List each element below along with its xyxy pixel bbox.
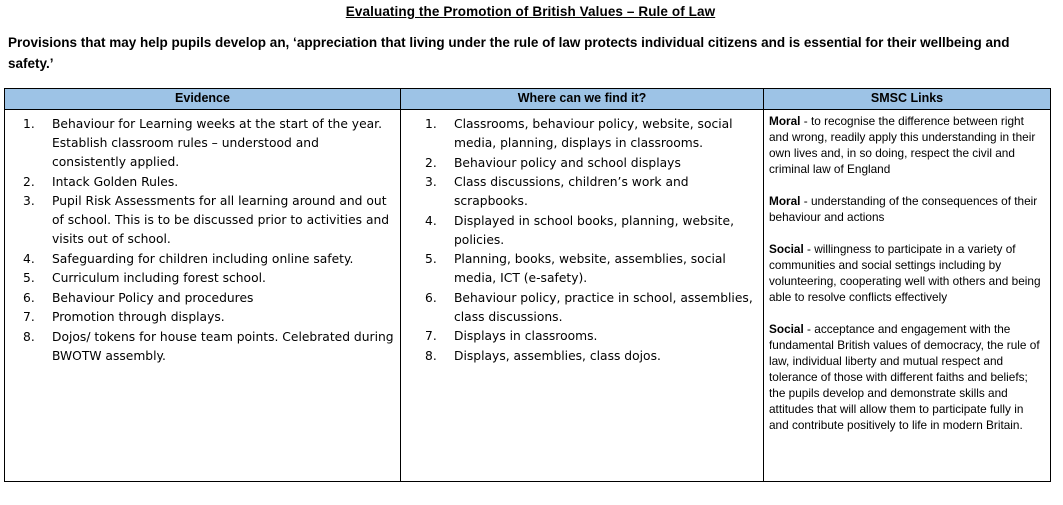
smsc-lead: Moral	[769, 114, 801, 128]
smsc-paragraph	[769, 241, 1044, 305]
smsc-paragraph	[769, 193, 1044, 225]
smsc-links-cell	[764, 110, 1051, 482]
list-item: Behaviour Policy and procedures	[52, 290, 254, 305]
list-item: Classrooms, behaviour policy, website, social media, planning, displays in classrooms.	[454, 117, 733, 150]
list-item: Pupil Risk Assessments for all learning around and out of school. This is to be discussed prior to activities and visits out of school.	[52, 194, 390, 246]
smsc-lead: Social	[769, 242, 804, 256]
table-header-row	[5, 89, 1051, 110]
list-item: Displays, assemblies, class dojos.	[454, 348, 661, 363]
smsc-paragraph	[769, 321, 1044, 433]
evidence-list	[5, 110, 400, 366]
where-find-cell	[401, 110, 764, 482]
list-item: Intack Golden Rules.	[52, 174, 179, 189]
list-item: Dojos/ tokens for house team points. Celebrated during BWOTW assembly.	[52, 329, 394, 363]
list-item: Class discussions, children’s work and scrapbooks.	[454, 175, 689, 208]
list-item: Displays in classrooms.	[454, 329, 598, 343]
list-item: Safeguarding for children including online safety.	[52, 251, 354, 266]
intro-paragraph: Provisions that may help pupils develop an, ‘appreciation that living under the rule of law protects individual citizens and is essential for their wellbeing and safety.’	[8, 35, 1010, 71]
smsc-text: - understanding of the consequences of their behaviour and actions	[769, 194, 1038, 224]
smsc-paragraph	[769, 113, 1044, 177]
list-item: Displayed in school books, planning, website, policies.	[454, 213, 734, 247]
page-title: Evaluating the Promotion of British Values – Rule of Law	[345, 4, 716, 19]
header-smsc-links: SMSC Links	[764, 89, 1051, 110]
smsc-lead: Moral	[769, 194, 801, 208]
list-item: Behaviour policy and school displays	[454, 155, 681, 170]
evidence-cell	[5, 110, 401, 482]
list-item: Curriculum including forest school.	[52, 271, 266, 285]
list-item: Behaviour policy, practice in school, assemblies, class discussions.	[454, 290, 753, 324]
list-item: Behaviour for Learning weeks at the start of the year. Establish classroom rules – understood and consistently applied.	[52, 117, 383, 169]
smsc-text: - to recognise the difference between right and wrong, readily apply this understanding in their own lives and, in so doing, respect the civil and criminal law of England	[769, 114, 1036, 176]
header-evidence: Evidence	[5, 89, 401, 110]
evidence-table	[4, 88, 1051, 482]
where-find-list	[401, 110, 763, 366]
smsc-text: - acceptance and engagement with the fundamental British values of democracy, the rule of law, individual liberty and mutual respect and tolerance of those with different faiths and beliefs; the pupils develop and demonstrate skills and attitudes that will allow them to participate fully in and contribute positively to life in modern Britain.	[769, 322, 1040, 432]
table-body-row	[5, 110, 1051, 482]
list-item: Promotion through displays.	[52, 310, 225, 324]
smsc-text: - willingness to participate in a variety of communities and social settings including by volunteering, cooperating well with others and being able to resolve conflicts effectively	[769, 242, 1041, 304]
list-item: Planning, books, website, assemblies, social media, ICT (e-safety).	[454, 252, 726, 285]
smsc-lead: Social	[769, 322, 804, 336]
header-where-find: Where can we find it?	[401, 89, 764, 110]
